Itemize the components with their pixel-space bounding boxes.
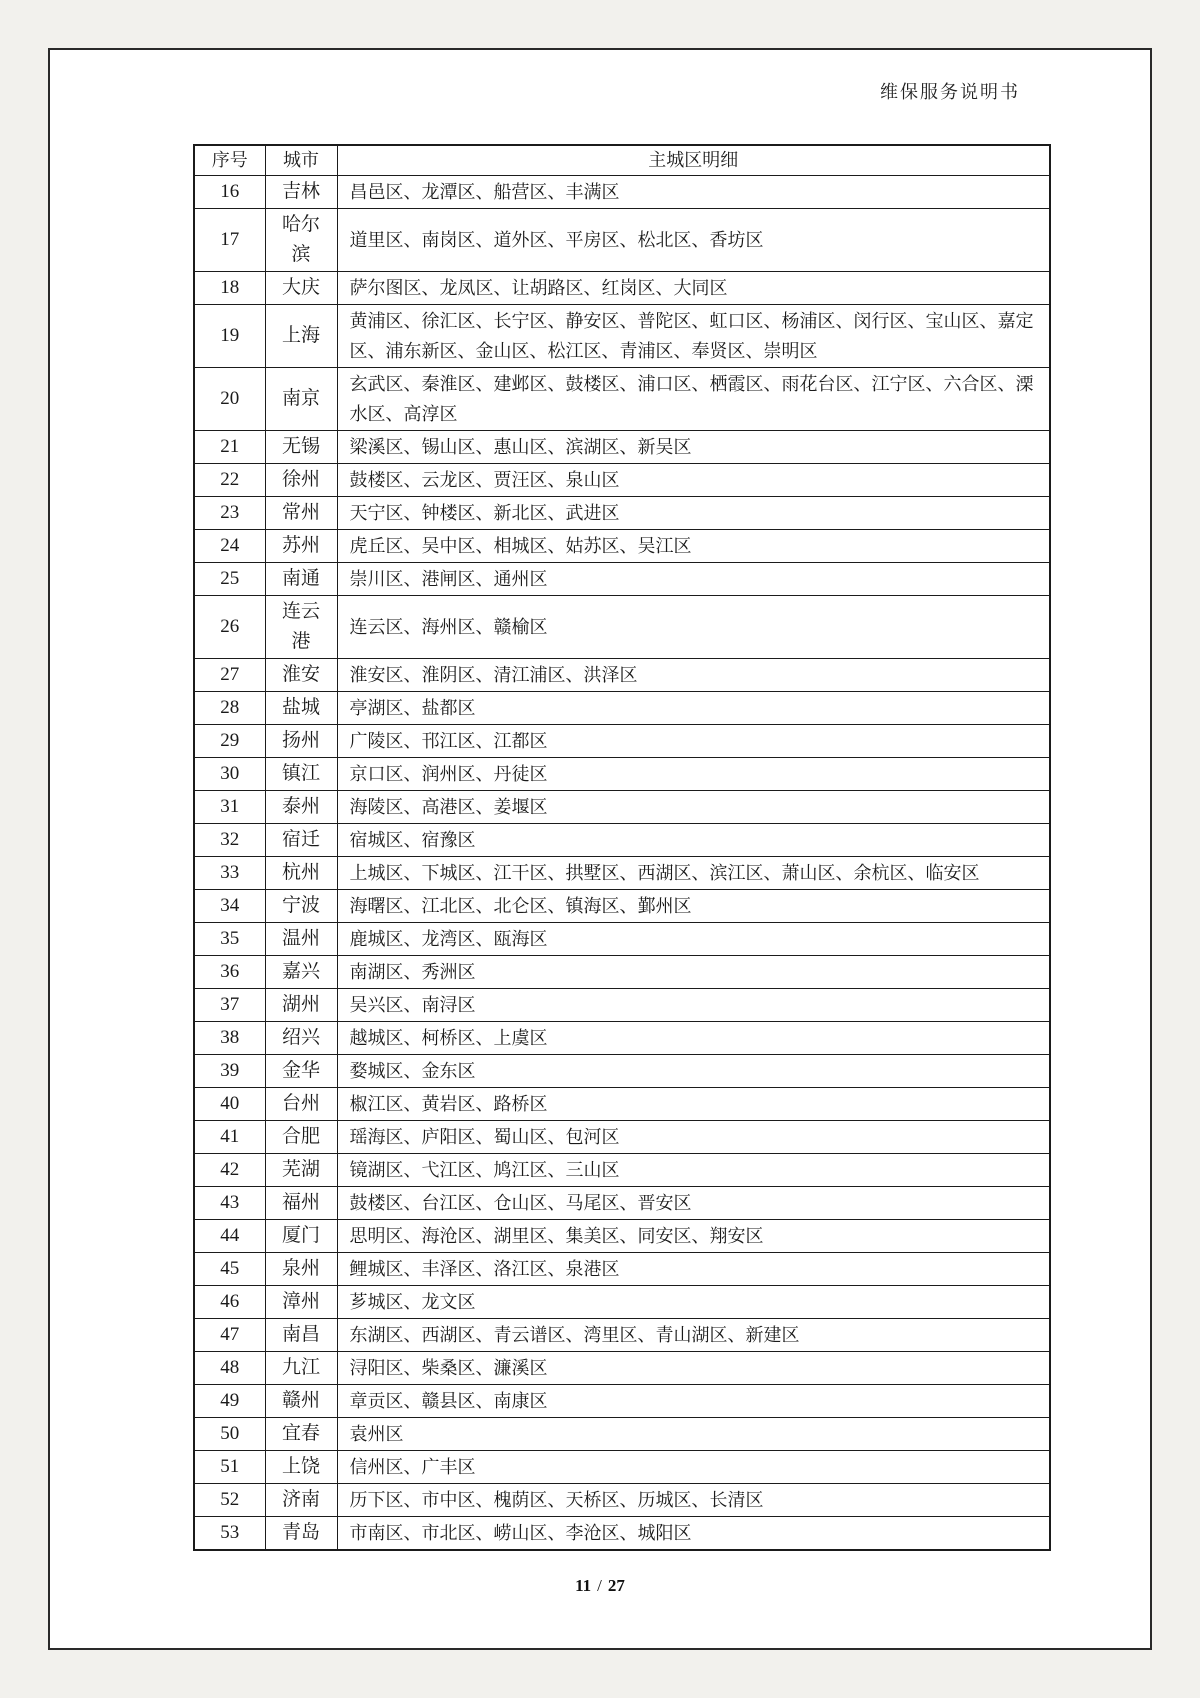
- row-districts-cell: 章贡区、赣县区、南康区: [337, 1384, 1050, 1417]
- row-city-cell: 镇江: [265, 757, 337, 790]
- row-districts-cell: 广陵区、邗江区、江都区: [337, 724, 1050, 757]
- row-districts-cell: 思明区、海沧区、湖里区、集美区、同安区、翔安区: [337, 1219, 1050, 1252]
- row-districts-cell: 镜湖区、弋江区、鸠江区、三山区: [337, 1153, 1050, 1186]
- row-city-cell: 南昌: [265, 1318, 337, 1351]
- row-districts-cell: 海曙区、江北区、北仑区、镇海区、鄞州区: [337, 889, 1050, 922]
- table-row: [194, 1252, 1050, 1285]
- row-districts-cell: 宿城区、宿豫区: [337, 823, 1050, 856]
- row-index-cell: 46: [194, 1285, 265, 1318]
- row-districts-cell: 瑶海区、庐阳区、蜀山区、包河区: [337, 1120, 1050, 1153]
- row-districts-cell: 鼓楼区、台江区、仓山区、马尾区、晋安区: [337, 1186, 1050, 1219]
- table-row: [194, 1417, 1050, 1450]
- table-row: [194, 1021, 1050, 1054]
- row-districts-cell: 越城区、柯桥区、上虞区: [337, 1021, 1050, 1054]
- row-index-cell: 50: [194, 1417, 265, 1450]
- row-city-cell: 哈尔滨: [265, 208, 337, 271]
- row-index-cell: 48: [194, 1351, 265, 1384]
- row-index-cell: 22: [194, 463, 265, 496]
- row-index-cell: 34: [194, 889, 265, 922]
- row-index-cell: 18: [194, 271, 265, 304]
- row-city-cell: 金华: [265, 1054, 337, 1087]
- row-index-cell: 19: [194, 304, 265, 367]
- table-row: [194, 691, 1050, 724]
- table-row: [194, 1153, 1050, 1186]
- row-districts-cell: 东湖区、西湖区、青云谱区、湾里区、青山湖区、新建区: [337, 1318, 1050, 1351]
- table-row: [194, 922, 1050, 955]
- row-index-cell: 32: [194, 823, 265, 856]
- row-index-cell: 23: [194, 496, 265, 529]
- row-index-cell: 30: [194, 757, 265, 790]
- row-districts-cell: 南湖区、秀洲区: [337, 955, 1050, 988]
- row-index-cell: 39: [194, 1054, 265, 1087]
- document-page: [48, 48, 1152, 1650]
- row-districts-cell: 淮安区、淮阴区、清江浦区、洪泽区: [337, 658, 1050, 691]
- row-city-cell: 淮安: [265, 658, 337, 691]
- table-row: [194, 595, 1050, 658]
- table-row: [194, 988, 1050, 1021]
- row-city-cell: 泉州: [265, 1252, 337, 1285]
- row-districts-cell: 京口区、润州区、丹徒区: [337, 757, 1050, 790]
- row-districts-cell: 市南区、市北区、崂山区、李沧区、城阳区: [337, 1516, 1050, 1550]
- table-row: [194, 1384, 1050, 1417]
- row-districts-cell: 昌邑区、龙潭区、船营区、丰满区: [337, 175, 1050, 208]
- row-city-cell: 青岛: [265, 1516, 337, 1550]
- row-districts-cell: 吴兴区、南浔区: [337, 988, 1050, 1021]
- row-index-cell: 38: [194, 1021, 265, 1054]
- row-city-cell: 漳州: [265, 1285, 337, 1318]
- row-city-cell: 上海: [265, 304, 337, 367]
- table-row: [194, 724, 1050, 757]
- table-row: [194, 757, 1050, 790]
- row-index-cell: 41: [194, 1120, 265, 1153]
- row-index-cell: 42: [194, 1153, 265, 1186]
- table-row: [194, 1219, 1050, 1252]
- row-city-cell: 徐州: [265, 463, 337, 496]
- row-index-cell: 51: [194, 1450, 265, 1483]
- row-city-cell: 福州: [265, 1186, 337, 1219]
- row-index-cell: 53: [194, 1516, 265, 1550]
- row-districts-cell: 道里区、南岗区、道外区、平房区、松北区、香坊区: [337, 208, 1050, 271]
- page-number: [50, 1576, 1150, 1596]
- city-districts-table-container: [193, 144, 1051, 1551]
- row-city-cell: 湖州: [265, 988, 337, 1021]
- row-index-cell: 17: [194, 208, 265, 271]
- row-districts-cell: 玄武区、秦淮区、建邺区、鼓楼区、浦口区、栖霞区、雨花台区、江宁区、六合区、溧水区、高淳区: [337, 367, 1050, 430]
- row-city-cell: 台州: [265, 1087, 337, 1120]
- row-districts-cell: 天宁区、钟楼区、新北区、武进区: [337, 496, 1050, 529]
- row-city-cell: 九江: [265, 1351, 337, 1384]
- row-city-cell: 嘉兴: [265, 955, 337, 988]
- table-row: [194, 658, 1050, 691]
- row-city-cell: 盐城: [265, 691, 337, 724]
- table-row: [194, 1351, 1050, 1384]
- row-districts-cell: 婺城区、金东区: [337, 1054, 1050, 1087]
- row-index-cell: 33: [194, 856, 265, 889]
- row-city-cell: 厦门: [265, 1219, 337, 1252]
- row-districts-cell: 梁溪区、锡山区、惠山区、滨湖区、新吴区: [337, 430, 1050, 463]
- column-header-city: 城市: [265, 145, 337, 175]
- row-index-cell: 40: [194, 1087, 265, 1120]
- row-index-cell: 25: [194, 562, 265, 595]
- table-row: [194, 889, 1050, 922]
- row-index-cell: 37: [194, 988, 265, 1021]
- table-row: [194, 823, 1050, 856]
- row-index-cell: 47: [194, 1318, 265, 1351]
- table-header-row: [194, 145, 1050, 175]
- row-city-cell: 连云港: [265, 595, 337, 658]
- row-index-cell: 52: [194, 1483, 265, 1516]
- row-city-cell: 南通: [265, 562, 337, 595]
- table-row: [194, 463, 1050, 496]
- current-page-number: 11: [575, 1576, 592, 1595]
- row-districts-cell: 虎丘区、吴中区、相城区、姑苏区、吴江区: [337, 529, 1050, 562]
- row-districts-cell: 浔阳区、柴桑区、濂溪区: [337, 1351, 1050, 1384]
- row-districts-cell: 鲤城区、丰泽区、洛江区、泉港区: [337, 1252, 1050, 1285]
- row-city-cell: 泰州: [265, 790, 337, 823]
- row-index-cell: 49: [194, 1384, 265, 1417]
- table-row: [194, 790, 1050, 823]
- row-index-cell: 26: [194, 595, 265, 658]
- table-row: [194, 175, 1050, 208]
- row-districts-cell: 历下区、市中区、槐荫区、天桥区、历城区、长清区: [337, 1483, 1050, 1516]
- table-row: [194, 208, 1050, 271]
- row-city-cell: 温州: [265, 922, 337, 955]
- row-districts-cell: 信州区、广丰区: [337, 1450, 1050, 1483]
- row-city-cell: 宿迁: [265, 823, 337, 856]
- row-index-cell: 43: [194, 1186, 265, 1219]
- row-city-cell: 上饶: [265, 1450, 337, 1483]
- row-districts-cell: 崇川区、港闸区、通州区: [337, 562, 1050, 595]
- table-row: [194, 1120, 1050, 1153]
- row-districts-cell: 亭湖区、盐都区: [337, 691, 1050, 724]
- document-header-title: 维保服务说明书: [880, 82, 1020, 102]
- column-header-districts: 主城区明细: [337, 145, 1050, 175]
- table-row: [194, 1087, 1050, 1120]
- table-row: [194, 856, 1050, 889]
- table-row: [194, 1450, 1050, 1483]
- row-districts-cell: 芗城区、龙文区: [337, 1285, 1050, 1318]
- row-index-cell: 16: [194, 175, 265, 208]
- table-row: [194, 955, 1050, 988]
- row-districts-cell: 海陵区、高港区、姜堰区: [337, 790, 1050, 823]
- table-row: [194, 1054, 1050, 1087]
- table-row: [194, 367, 1050, 430]
- row-districts-cell: 鼓楼区、云龙区、贾汪区、泉山区: [337, 463, 1050, 496]
- row-city-cell: 合肥: [265, 1120, 337, 1153]
- row-districts-cell: 连云区、海州区、赣榆区: [337, 595, 1050, 658]
- row-districts-cell: 椒江区、黄岩区、路桥区: [337, 1087, 1050, 1120]
- row-city-cell: 南京: [265, 367, 337, 430]
- table-row: [194, 271, 1050, 304]
- row-index-cell: 20: [194, 367, 265, 430]
- row-index-cell: 21: [194, 430, 265, 463]
- row-city-cell: 吉林: [265, 175, 337, 208]
- row-districts-cell: 黄浦区、徐汇区、长宁区、静安区、普陀区、虹口区、杨浦区、闵行区、宝山区、嘉定区、浦东新区、金山区、松江区、青浦区、奉贤区、崇明区: [337, 304, 1050, 367]
- table-row: [194, 1186, 1050, 1219]
- row-index-cell: 36: [194, 955, 265, 988]
- row-city-cell: 宜春: [265, 1417, 337, 1450]
- table-row: [194, 430, 1050, 463]
- row-index-cell: 35: [194, 922, 265, 955]
- page-number-separator: /: [597, 1576, 602, 1595]
- row-districts-cell: 袁州区: [337, 1417, 1050, 1450]
- row-index-cell: 28: [194, 691, 265, 724]
- row-index-cell: 24: [194, 529, 265, 562]
- row-index-cell: 29: [194, 724, 265, 757]
- total-page-number: 27: [607, 1576, 625, 1595]
- table-row: [194, 562, 1050, 595]
- row-districts-cell: 萨尔图区、龙凤区、让胡路区、红岗区、大同区: [337, 271, 1050, 304]
- table-row: [194, 529, 1050, 562]
- table-row: [194, 1318, 1050, 1351]
- row-index-cell: 45: [194, 1252, 265, 1285]
- row-index-cell: 31: [194, 790, 265, 823]
- row-city-cell: 绍兴: [265, 1021, 337, 1054]
- row-districts-cell: 鹿城区、龙湾区、瓯海区: [337, 922, 1050, 955]
- row-index-cell: 27: [194, 658, 265, 691]
- table-row: [194, 1516, 1050, 1550]
- row-city-cell: 常州: [265, 496, 337, 529]
- row-index-cell: 44: [194, 1219, 265, 1252]
- row-city-cell: 济南: [265, 1483, 337, 1516]
- column-header-index: 序号: [194, 145, 265, 175]
- table-row: [194, 1285, 1050, 1318]
- table-row: [194, 1483, 1050, 1516]
- city-districts-table: [193, 144, 1051, 1551]
- row-city-cell: 杭州: [265, 856, 337, 889]
- row-city-cell: 扬州: [265, 724, 337, 757]
- row-city-cell: 宁波: [265, 889, 337, 922]
- row-city-cell: 芜湖: [265, 1153, 337, 1186]
- table-row: [194, 496, 1050, 529]
- row-city-cell: 苏州: [265, 529, 337, 562]
- row-city-cell: 大庆: [265, 271, 337, 304]
- row-districts-cell: 上城区、下城区、江干区、拱墅区、西湖区、滨江区、萧山区、余杭区、临安区: [337, 856, 1050, 889]
- row-city-cell: 赣州: [265, 1384, 337, 1417]
- row-city-cell: 无锡: [265, 430, 337, 463]
- table-row: [194, 304, 1050, 367]
